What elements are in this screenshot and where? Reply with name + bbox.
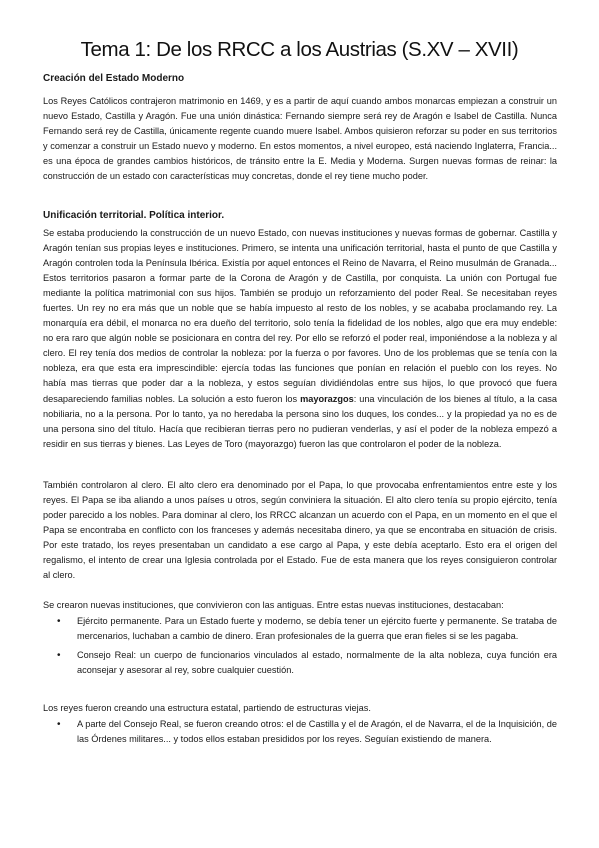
- paragraph-clero-text: También controlaron al clero. El alto clero era denominado por el Papa, lo que provocaba enfrentamientos entre este y los reyes. El Papa se iba aliando a unos países u otros, según conviniera la situación. El alto clero tenía su propio ejército, tenía poder parecido a los nobles. Para dominar al clero, los RRCC alcanzan un acuerdo con el Papa, en un momento en el que el Papa se encontraba en conflicto con los franceses y además necesitaba dinero, ya que se encontraba en situación de crisis. Por este tratado, los reyes presentaban un candidato a ese cargo al Papa, y este debía aceptarlo. Esto era el origen del regalismo, el intento de crear una Iglesia controlada por el Estado. Fue de esta manera que los reyes consiguieron controlar al clero.: [43, 480, 557, 581]
- paragraph-clero: [43, 478, 557, 583]
- list-item-text: Ejército permanente. Para un Estado fuerte y moderno, se debía tener un ejército fuerte y permanente. Se trataba de mercenarios, luchaban a cambio de dinero. Eran profesionales de la guerra que eran fieles si se les pagaba.: [77, 616, 557, 642]
- page-title: Tema 1: De los RRCC a los Austrias (S.XV – XVII): [80, 38, 519, 61]
- paragraph-estructura-text: Los reyes fueron creando una estructura estatal, partiendo de estructuras viejas.: [43, 703, 371, 713]
- section-heading-creacion: Creación del Estado Moderno: [43, 73, 185, 84]
- consejos-list: [43, 717, 557, 751]
- list-item: [43, 614, 557, 644]
- paragraph-unificacion-text: [43, 226, 557, 452]
- paragraph-instituciones-text: Se crearon nuevas instituciones, que convivieron con las antiguas. Entre estas nuevas instituciones, destacaban:: [43, 600, 504, 610]
- mayorazgos-term: mayorazgos: [300, 393, 354, 404]
- list-item-text: A parte del Consejo Real, se fueron creando otros: el de Castilla y el de Aragón, el de Navarra, el de la Inquisición, de las Órdenes militares... y todos ellos estaban presididos por los reyes. Seguían existiendo de manera.: [77, 719, 557, 745]
- paragraph-unificacion-part2: : una vinculación de los bienes al título, a la casa nobiliaria, no a la persona. Por lo tanto, ya no heredaba la persona sino los duques, los condes... y la propiedad ya no es de una persona sino del título. Hacía que recibieran tierras pero no pudieran venderlas, y así el poder de la nobleza empezó a residir en sus tierras y bienes. Las Leyes de Toro (mayorazgo) fueron las que controlaron el poder de la nobleza.: [43, 393, 558, 449]
- list-item: [43, 717, 557, 747]
- list-item: [43, 648, 557, 678]
- section-heading-unificacion: Unificación territorial. Política interior.: [43, 210, 225, 221]
- paragraph-unificacion-part1: Se estaba produciendo la construcción de un nuevo Estado, con nuevas instituciones y nuevas formas de gobernar. Castilla y Aragón tenían sus propias leyes e instituciones. Primero, se intenta una unificación territorial, hasta el punto de que Castilla y Aragón controlen toda la Península Ibérica. Existía por aquel entonces el Reino de Navarra, el Reino musulmán de Granada... Estos territorios pasaron a formar parte de la Corona de Aragón y de Castilla, por conquista. La unión con Portugal fue mediante la política matrimonial con sus hijos. También se produjo un reforzamiento del poder Real. Se necesitaban reyes fuertes. Un rey no era más que un noble que se había impuesto al resto de los nobles, y se acababa proclamando rey. La monarquía era débil, el monarca no era dueño del territorio, solo tenía la fidelidad de los nobles, algo que era muy endeble: no era raro que algún noble se posicionara en contra del rey. Por ello se reforzó el poder real, imponiéndose a la nobleza y al clero. El rey tenía dos medios de controlar la nobleza: por la fuerza o por favores. Uno de los problemas que se tenía con la nobleza, era que esta era imprescindible: ejercía todas las funciones que ponían en relación el pueblo con los reyes. No había mas tierras que poder dar a la nobleza, y estos seguían dividiéndolas entre sus hijos, lo que provocó que fuera desapareciendo familias nobles. La solución a esto fueron los: [43, 228, 557, 404]
- bullet-icon: •: [57, 650, 61, 662]
- paragraph-creacion-text: Los Reyes Católicos contrajeron matrimonio en 1469, y es a partir de aquí cuando ambos monarcas empiezan a construir un nuevo Estado, Castilla y Aragón. Fue una unión dinástica: Fernando siempre será rey de Aragón e Isabel de Castilla. Nunca Fernando será rey de Castilla, únicamente regente cuando muere Isabel. Ambos quisieron reforzar su poder en sus territorios y comenzar a construir un Estado nuevo y moderno. En estos momentos, a nivel europeo, está naciendo Inglaterra, Francia... es una época de grandes cambios históricos, de tránsito entre la E. Media y Moderna. Surgen nuevas formas de reinar: la construcción de un estado con características muy concretas, donde el rey tiene mucho poder.: [43, 96, 557, 182]
- paragraph-unificacion: [43, 226, 557, 452]
- list-item-text: Consejo Real: un cuerpo de funcionarios vinculados al estado, normalmente de la alta nobleza, cuya función era aconsejar y asesorar al rey, sobre cualquier cuestión.: [77, 650, 557, 676]
- paragraph-instituciones: [43, 598, 557, 613]
- bullet-icon: •: [57, 719, 61, 730]
- paragraph-creacion: [43, 94, 557, 184]
- paragraph-estructura: [43, 701, 557, 716]
- bullet-icon: •: [57, 616, 61, 627]
- institutions-list: [43, 614, 557, 682]
